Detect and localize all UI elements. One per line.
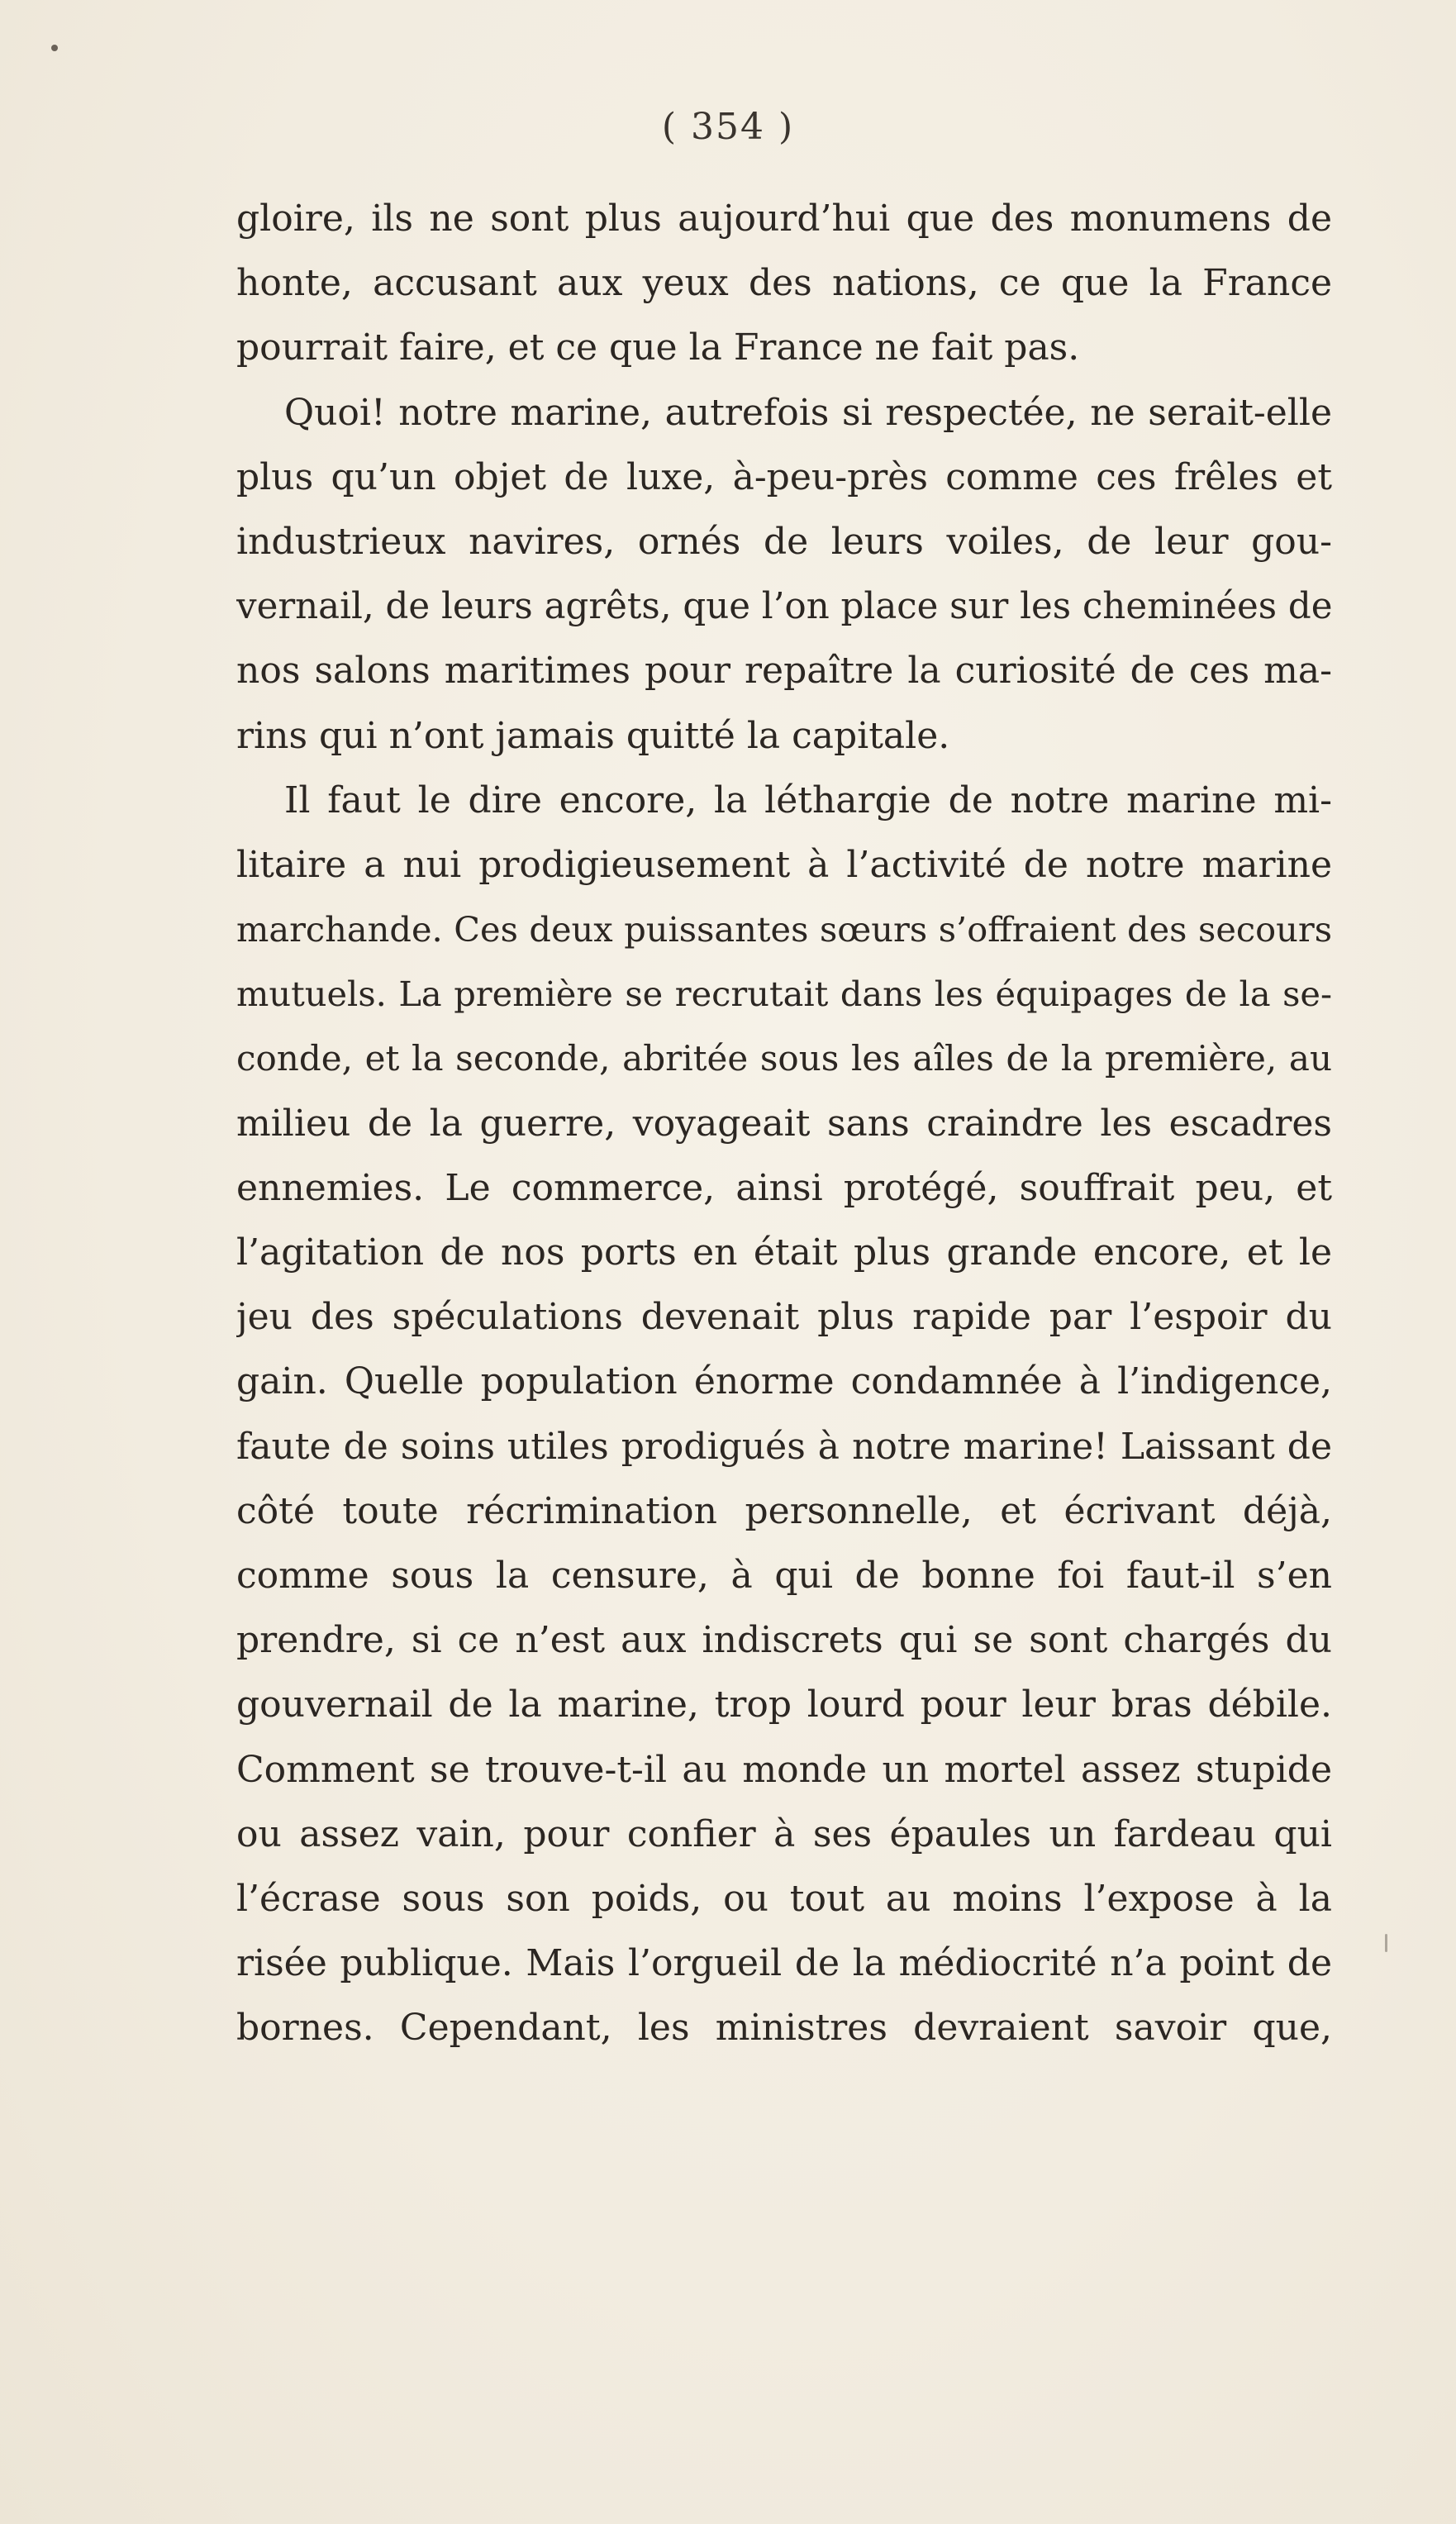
text-line: l’agitation de nos ports en était plus grande encore, et le	[236, 1231, 1332, 1274]
text-line: gloire, ils ne sont plus aujourd’hui que des monumens de	[236, 198, 1332, 240]
text-line: industrieux navires, ornés de leurs voiles, de leur gou-	[236, 520, 1332, 563]
text-line: nos salons maritimes pour repaître la curiosité de ces ma-	[236, 650, 1332, 693]
text-line: bornes. Cependant, les ministres devraient savoir que,	[236, 2007, 1332, 2050]
text-line: ou assez vain, pour confier à ses épaules un fardeau qui	[236, 1812, 1332, 1855]
text-line: marchande. Ces deux puissantes sœurs s’offraient des secours	[236, 909, 1332, 950]
body-text	[236, 187, 1332, 2060]
text-line: Il faut le dire encore, la léthargie de notre marine mi-	[284, 779, 1332, 821]
text-line: l’écrase sous son poids, ou tout au moins l’expose à la	[236, 1877, 1332, 1920]
text-line: ennemies. Le commerce, ainsi protégé, souffrait peu, et	[236, 1166, 1332, 1209]
text-line: faute de soins utiles prodigués à notre marine! Laissant de	[236, 1425, 1332, 1468]
text-line: côté toute récrimination personnelle, et écrivant déjà,	[236, 1489, 1332, 1532]
text-line: prendre, si ce n’est aux indiscrets qui se sont chargés du	[236, 1619, 1332, 1662]
page-number: ( 354 )	[661, 106, 795, 148]
ink-speck	[51, 45, 58, 51]
text-line: comme sous la censure, à qui de bonne foi faut-il s’en	[236, 1554, 1332, 1597]
text-line: pourrait faire, et ce que la France ne fait pas.	[236, 326, 1080, 369]
text-line: rins qui n’ont jamais quitté la capitale.	[236, 714, 950, 757]
text-line: jeu des spéculations devenait plus rapide par l’espoir du	[236, 1296, 1332, 1339]
text-line: Quoi! notre marine, autrefois si respectée, ne serait-elle	[284, 391, 1332, 434]
text-line: conde, et la seconde, abritée sous les aîles de la première, au	[236, 1038, 1332, 1079]
text-line: gouvernail de la marine, trop lourd pour leur bras débile.	[236, 1683, 1332, 1726]
text-line: vernail, de leurs agrêts, que l’on place sur les cheminées de	[236, 586, 1332, 628]
text-line: litaire a nui prodigieusement à l’activité de notre marine	[236, 843, 1332, 886]
text-line: gain. Quelle population énorme condamnée à l’indigence,	[236, 1360, 1332, 1403]
text-line: mutuels. La première se recrutait dans les équipages de la se-	[236, 974, 1332, 1015]
text-line: plus qu’un objet de luxe, à-peu-près comme ces frêles et	[236, 455, 1332, 498]
ink-speck	[1385, 1934, 1387, 1952]
text-line: risée publique. Mais l’orgueil de la médiocrité n’a point de	[236, 1942, 1332, 1985]
text-line: Comment se trouve-t-il au monde un mortel assez stupide	[236, 1748, 1332, 1791]
text-line: honte, accusant aux yeux des nations, ce que la France	[236, 262, 1332, 305]
text-line: milieu de la guerre, voyageait sans craindre les escadres	[236, 1102, 1332, 1145]
